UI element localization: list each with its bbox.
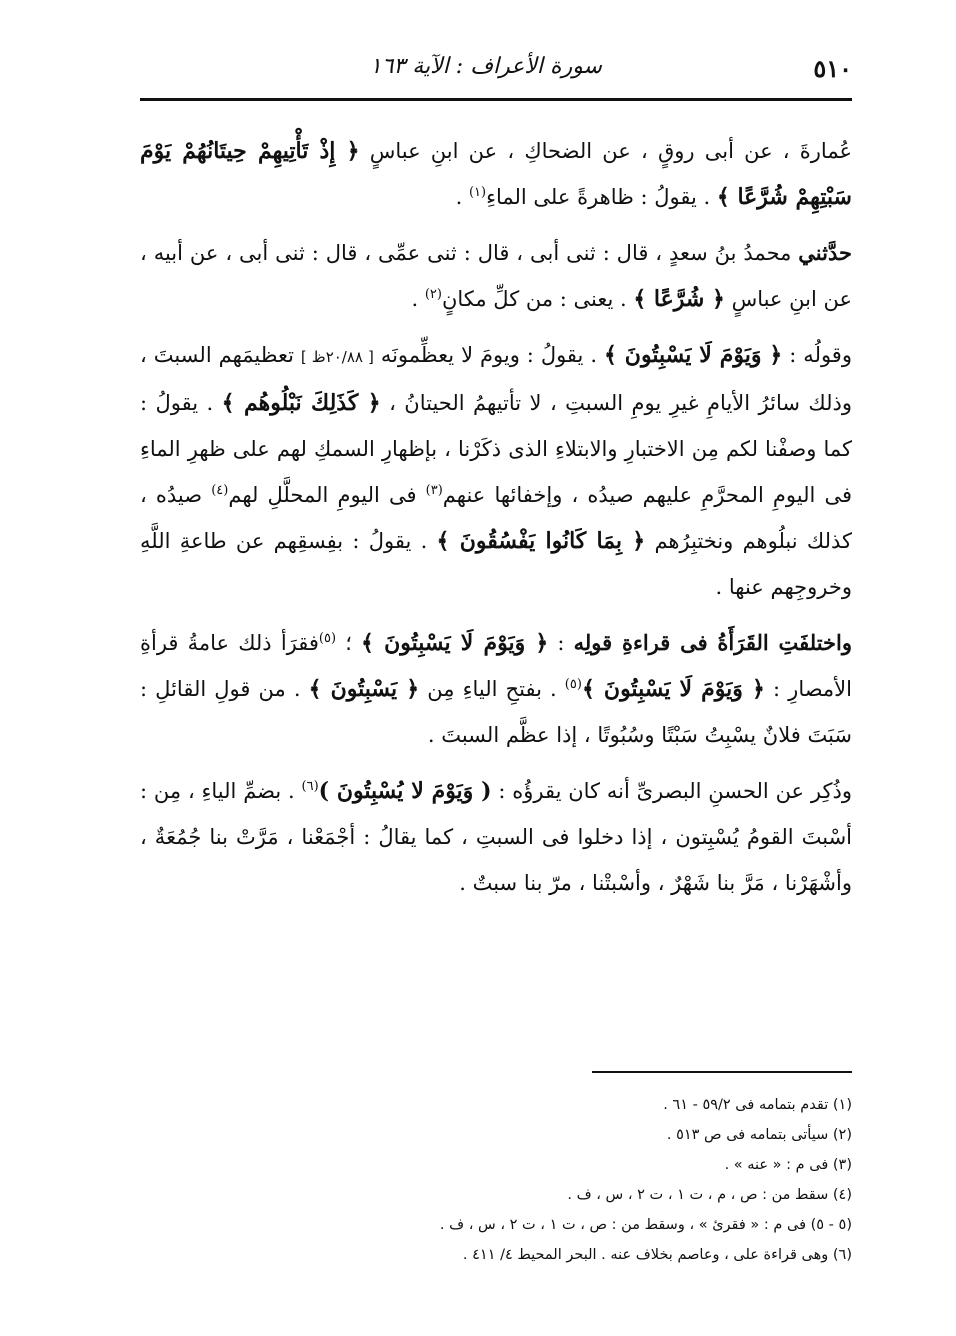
text-run: وذُكِر عن الحسنِ البصرىِّ أنه كان يقرؤُه : (491, 779, 852, 803)
quran-quote: ﴿ كَذَلِكَ نَبْلُوهُم ﴾ (221, 390, 381, 416)
lead-phrase: واختلفَتِ القَرَأَةُ فى قراءةِ قولِه (573, 630, 852, 655)
footnote-5: (٥ - ٥) فى م : « فقرئ » ، وسقط من : ص ، ت ١ ، ت ٢ ، س ، ف . (439, 1217, 852, 1233)
quran-quote: ( وَيَوْمَ لا يُسْبِتُونَ ) (318, 778, 492, 804)
text-run: فى اليومِ المحلَّلِ لهم (228, 483, 426, 507)
footnotes (300, 1090, 852, 1270)
text-run: . يعنى : من كلِّ مكانٍ (441, 287, 634, 311)
footnote-6: (٦) وهى قراءة على ، وعاصم بخلاف عنه . البحر المحيط ٤/ ٤١١ . (462, 1247, 852, 1263)
page-header (140, 50, 852, 90)
page-number: ٥١٠ (813, 54, 852, 83)
footnote-2: (٢) سيأتى بتمامه فى ص ٥١٣ . (666, 1127, 852, 1143)
text-run: فقرَأ ذلك عامةُ قرأةِ الأمصارِ : (140, 631, 852, 701)
paragraph-4 (140, 620, 852, 758)
text-run: . من قولِ القائلِ : سَبَتَ فلانٌ يسْبِتُ سَبْتًا وسُبُوتًا ، إذا عظَّم السبتَ . (140, 677, 852, 747)
footnote-ref: (٣) (425, 483, 443, 498)
text-run: : (548, 631, 574, 655)
footnote-ref: (٤) (211, 483, 229, 498)
text-run: . يقولُ : ويومَ لا يعظِّمونَه (373, 343, 604, 367)
quran-quote: ﴿ بِمَا كَانُوا يَفْسُقُونَ ﴾ (436, 528, 646, 554)
quran-quote: ﴿ وَيَوْمَ لَا يَسْبِتُونَ ﴾ (603, 342, 783, 368)
header-rule (140, 98, 852, 101)
text-run: . بفتحِ الياءِ مِن (419, 677, 565, 701)
footnote-ref: (٢) (424, 287, 442, 302)
text-run: . (455, 185, 469, 209)
text-run: صيدُه ، كذلك نبلُوهم ونختبِرُهم (140, 483, 852, 553)
quran-quote: ﴿ يَسْبِتُونَ ﴾ (308, 676, 420, 702)
text-run: . بضمِّ الياءِ ، مِن : أسْبتَ القومُ يُسْبِتون ، إذا دخلوا فى السبتِ ، كما يقالُ : أجْمَعْنا ، مَرَّتْ بنا جُمُعَةٌ ، وأشْهَرْنا ، مَرَّ بنا شَهْرٌ ، وأسْبتْنا ، مرّ بنا سبتٌ . (140, 779, 852, 895)
text-run: تعظيمَهم السبتَ ، وذلك سائرُ الأيامِ غيرِ يومِ السبتِ ، لا تأتيهمُ الحيتانُ ، (140, 343, 852, 415)
running-title: سورة الأعراف : الآية ١٦٣ (369, 54, 602, 79)
text-run: . يقولُ : كما وصفْنا لكم مِن الاختبارِ والابتلاءِ الذى ذكَرْنا ، بإظهارِ السمكِ لهم على ظهرِ الماءِ فى اليومِ المحرَّمِ عليهم صيدُه ، وإخفائها عنهم (140, 391, 852, 507)
text-run: . (411, 287, 425, 311)
quran-quote: ﴿ وَيَوْمَ لَا يَسْبِتُونَ ﴾ (361, 630, 549, 656)
quran-quote: ﴿ وَيَوْمَ لَا يَسْبِتُونَ ﴾ (581, 676, 765, 702)
footnote-rule (592, 1071, 852, 1073)
quran-quote: ﴿ إِذْ تَأْتِيهِمْ حِيتَانُهُمْ يَوْمَ سَبْتِهِمْ شُرَّعًا ﴾ (140, 138, 852, 210)
text-run: وقولُه : (782, 343, 852, 367)
footnote-ref: (٥) (318, 631, 337, 646)
paragraph-3 (140, 332, 852, 610)
text-run: محمدُ بنُ سعدٍ ، قال : ثنى أبى ، قال : ثنى عمِّى ، قال : ثنى أبى ، عن أبيه ، عن ابنِ عباسٍ (140, 241, 852, 311)
footnote-1: (١) تقدم بتمامه فى ٥٩/٢ - ٦١ . (663, 1097, 852, 1113)
lead-word: حدَّثني (798, 240, 852, 265)
main-text (140, 128, 852, 916)
footnote-4: (٤) سقط من : ص ، م ، ت ١ ، ت ٢ ، س ، ف . (567, 1187, 852, 1203)
paragraph-5 (140, 768, 852, 906)
text-run: ؛ (336, 631, 362, 655)
manuscript-page-ref: [ ٢٠/٨٨ظ ] (300, 348, 374, 366)
text-run: عُمارةَ ، عن أبى روقٍ ، عن الضحاكِ ، عن ابنِ عباسٍ (359, 139, 852, 163)
footnote-ref: (٦) (301, 779, 319, 794)
text-run: . يقولُ : بفِسقِهم عن طاعةِ اللَّهِ وخروجِهم عنها . (140, 529, 852, 599)
footnote-ref: (٥) (564, 677, 582, 692)
paragraph-1 (140, 128, 852, 220)
text-run: . يقولُ : ظاهرةً على الماءِ (486, 185, 717, 209)
quran-quote: ﴿ شُرَّعًا ﴾ (633, 286, 725, 312)
footnote-3: (٣) فى م : « عنه » . (724, 1157, 852, 1173)
paragraph-2 (140, 230, 852, 322)
footnote-ref: (١) (468, 185, 487, 200)
